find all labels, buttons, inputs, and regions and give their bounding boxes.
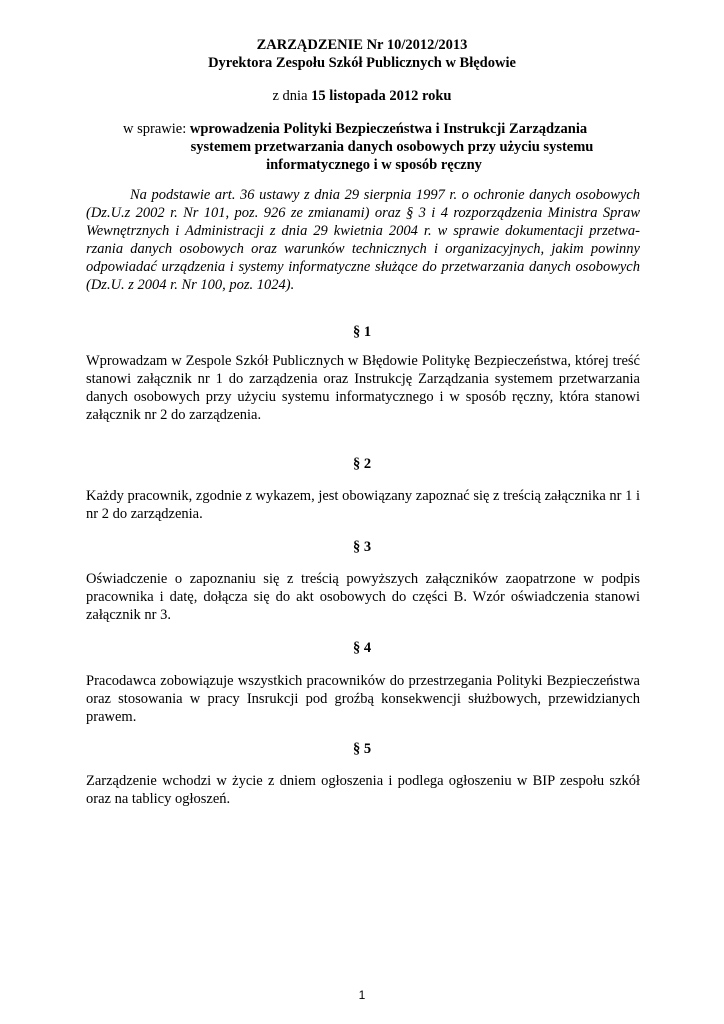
subject-line-1 <box>123 120 587 138</box>
subject-text-2: systemem przetwarzania danych osobowych przy użyciu systemu <box>190 139 594 155</box>
section-2-title: § 2 <box>352 456 372 472</box>
subject-text-3: informatycznego i w sposób ręczny <box>266 157 482 173</box>
subject-text-1: wprowadzenia Polityki Bezpieczeństwa i Instrukcji Zarządzania <box>189 121 588 137</box>
section-1-text: Wprowadzam w Zespole Szkół Publicznych w Błędowie Politykę Bezpieczeństwa, której treść stanowi załącznik nr 1 do zarządzenia oraz Instrukcję Zarządzania systemem przetwarzania danych osobowych przy użyciu systemu informatycznego i w sposób ręczny, która stanowi załącznik nr 2 do zarządzenia. <box>86 353 640 423</box>
section-3-text: Oświadczenie o zapoznaniu się z treścią powyższych załączników zaopatrzone w podpis pracownika i datę, dołącza się do akt osobowych do części B. Wzór oświadczenia stanowi załącznik nr 3. <box>86 571 640 623</box>
section-4-title: § 4 <box>352 640 372 656</box>
document-date <box>0 87 724 105</box>
document-title: ZARZĄDZENIE Nr 10/2012/2013 <box>256 37 468 53</box>
preamble-paragraph: Na podstawie art. 36 ustawy z dnia 29 sierpnia 1997 r. o ochronie danych osobowych (Dz.U.z 2002 r. Nr 101, poz. 926 ze zmianami) oraz § 3 i 4 rozporządzenia Ministra Spraw Wewnętrznych i Administracji z dnia 29 kwietnia 2004 r. w sprawie dokumentacji przetwa-rzania danych osobowych oraz warunków technicznych i organizacyjnych, jakim powinny odpowiadać urządzenia i systemy informatyczne służące do przetwarzania danych osobowych (Dz.U. z 2004 r. Nr 100, poz. 1024). <box>86 187 640 293</box>
section-5-text: Zarządzenie wchodzi w życie z dniem ogłoszenia i podlega ogłoszeniu w BIP zespołu szkół oraz na tablicy ogłoszeń. <box>86 773 640 807</box>
page-number: 1 <box>358 988 366 1002</box>
subject-label: w sprawie: <box>123 121 190 137</box>
section-4-text: Pracodawca zobowiązuje wszystkich pracowników do przestrzegania Polityki Bezpieczeństwa oraz stosowania w pracy Insrukcji pod groźbą konsekwencji służbowych, przewidzianych prawem. <box>86 673 640 725</box>
section-3-title: § 3 <box>352 539 372 555</box>
section-2-text: Każdy pracownik, zgodnie z wykazem, jest obowiązany zapoznać się z treścią załącznika nr 1 i nr 2 do zarządzenia. <box>86 488 640 522</box>
section-5-title: § 5 <box>352 741 372 757</box>
date-prefix: z dnia <box>272 88 312 104</box>
section-1-title: § 1 <box>352 324 372 340</box>
date-value: 15 listopada 2012 roku <box>311 88 452 104</box>
document-issuer: Dyrektora Zespołu Szkół Publicznych w Błędowie <box>208 55 516 71</box>
